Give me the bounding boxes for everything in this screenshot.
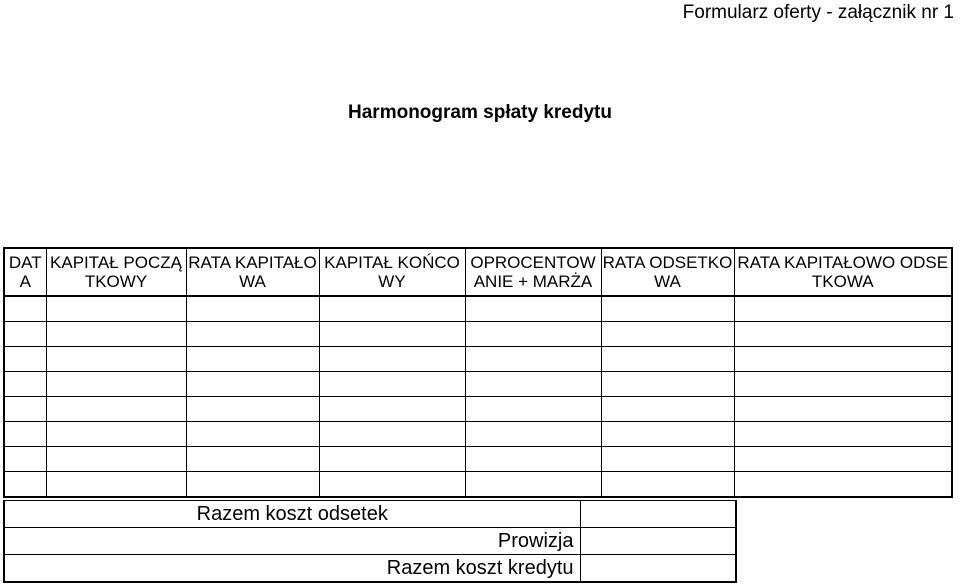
table-cell[interactable] xyxy=(734,372,952,397)
table-cell[interactable] xyxy=(46,422,186,447)
column-header-interest-installment: RATA ODSETKOWA xyxy=(601,248,734,296)
table-cell[interactable] xyxy=(319,447,465,472)
column-header-interest-margin: OPROCENTOW ANIE + MARŻA xyxy=(465,248,601,296)
column-header-date: DAT A xyxy=(4,248,46,296)
table-cell[interactable] xyxy=(4,422,46,447)
table-cell[interactable] xyxy=(319,372,465,397)
table-cell[interactable] xyxy=(465,322,601,347)
table-cell[interactable] xyxy=(4,296,46,322)
table-cell[interactable] xyxy=(601,347,734,372)
table-cell[interactable] xyxy=(601,472,734,498)
table-cell[interactable] xyxy=(601,322,734,347)
table-cell[interactable] xyxy=(186,347,319,372)
table-cell[interactable] xyxy=(4,447,46,472)
table-cell[interactable] xyxy=(734,472,952,498)
table-cell[interactable] xyxy=(465,397,601,422)
table-cell[interactable] xyxy=(734,322,952,347)
table-cell[interactable] xyxy=(319,322,465,347)
table-cell[interactable] xyxy=(186,447,319,472)
document-title: Harmonogram spłaty kredytu xyxy=(348,102,612,123)
table-cell[interactable] xyxy=(46,397,186,422)
table-cell[interactable] xyxy=(734,422,952,447)
table-row xyxy=(4,347,952,372)
table-cell[interactable] xyxy=(4,397,46,422)
summary-label-credit-total: Razem koszt kredytu xyxy=(4,555,580,583)
table-cell[interactable] xyxy=(319,472,465,498)
table-cell[interactable] xyxy=(465,347,601,372)
table-cell[interactable] xyxy=(465,422,601,447)
table-cell[interactable] xyxy=(186,397,319,422)
table-cell[interactable] xyxy=(601,397,734,422)
table-cell[interactable] xyxy=(4,372,46,397)
table-row xyxy=(4,296,952,322)
column-header-total-installment: RATA KAPITAŁOWO ODSETKOWA xyxy=(734,248,952,296)
table-row xyxy=(4,372,952,397)
column-header-initial-capital: KAPITAŁ POCZĄTKOWY xyxy=(46,248,186,296)
table-cell[interactable] xyxy=(734,296,952,322)
table-cell[interactable] xyxy=(319,296,465,322)
summary-row xyxy=(4,555,736,583)
table-cell[interactable] xyxy=(46,472,186,498)
table-cell[interactable] xyxy=(601,296,734,322)
table-cell[interactable] xyxy=(601,447,734,472)
table-cell[interactable] xyxy=(734,397,952,422)
summary-value-cell[interactable] xyxy=(580,555,736,583)
table-cell[interactable] xyxy=(319,397,465,422)
summary-label-commission: Prowizja xyxy=(4,528,580,555)
table-cell[interactable] xyxy=(4,472,46,498)
table-cell[interactable] xyxy=(465,472,601,498)
summary-value-cell[interactable] xyxy=(580,528,736,555)
table-cell[interactable] xyxy=(4,322,46,347)
summary-label-interest-total: Razem koszt odsetek xyxy=(4,501,580,528)
table-cell[interactable] xyxy=(46,372,186,397)
repayment-schedule-table xyxy=(3,247,953,498)
table-cell[interactable] xyxy=(465,372,601,397)
table-row xyxy=(4,472,952,498)
form-attachment-label: Formularz oferty - załącznik nr 1 xyxy=(682,2,954,23)
table-cell[interactable] xyxy=(601,422,734,447)
table-cell[interactable] xyxy=(319,347,465,372)
table-cell[interactable] xyxy=(186,422,319,447)
summary-row xyxy=(4,501,736,528)
table-cell[interactable] xyxy=(734,347,952,372)
column-header-final-capital: KAPITAŁ KOŃCOWY xyxy=(319,248,465,296)
table-row xyxy=(4,447,952,472)
table-header-row xyxy=(4,248,952,296)
table-cell[interactable] xyxy=(186,322,319,347)
table-cell[interactable] xyxy=(319,422,465,447)
summary-row xyxy=(4,528,736,555)
table-cell[interactable] xyxy=(186,296,319,322)
table-cell[interactable] xyxy=(46,322,186,347)
table-cell[interactable] xyxy=(465,447,601,472)
table-row xyxy=(4,422,952,447)
table-cell[interactable] xyxy=(465,296,601,322)
summary-value-cell[interactable] xyxy=(580,501,736,528)
table-cell[interactable] xyxy=(734,447,952,472)
table-cell[interactable] xyxy=(46,447,186,472)
table-cell[interactable] xyxy=(186,472,319,498)
table-row xyxy=(4,322,952,347)
table-cell[interactable] xyxy=(4,347,46,372)
table-cell[interactable] xyxy=(46,347,186,372)
summary-table xyxy=(3,500,737,583)
table-cell[interactable] xyxy=(186,372,319,397)
table-row xyxy=(4,397,952,422)
table-cell[interactable] xyxy=(601,372,734,397)
column-header-capital-installment: RATA KAPITAŁOWA xyxy=(186,248,319,296)
table-cell[interactable] xyxy=(46,296,186,322)
